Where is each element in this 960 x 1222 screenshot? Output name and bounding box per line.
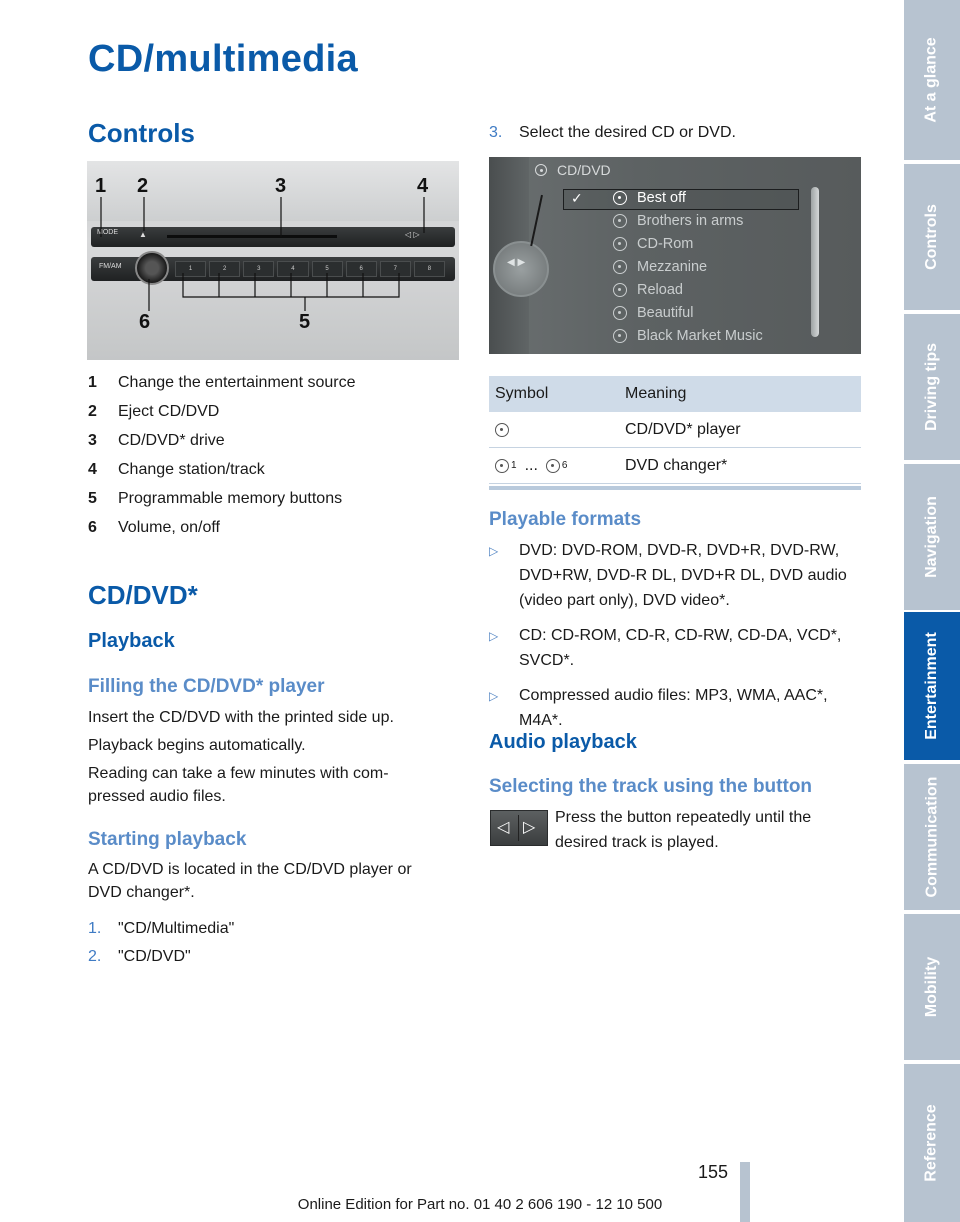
callout-1: 1 [95,175,107,197]
check-icon: ✓ [571,190,583,206]
symbol-table [489,376,861,490]
table-header-meaning: Meaning [625,385,687,402]
legend-item: 1 Change the entertainment source [88,374,356,391]
page-title: CD/multimedia [88,38,358,80]
cd-item-icon [613,329,627,343]
prev-track-icon: ◁ [497,819,510,836]
eject-icon: ▲ [139,230,147,239]
legend-item: 4 Change station/track [88,461,265,478]
cd-changer-first-icon [495,459,509,473]
list-item: ▷ CD: CD-ROM, CD-R, CD-RW, CD-DA, VCD*, SVCD*. [489,623,861,673]
callout-5: 5 [299,311,311,333]
page-number: 155 [698,1162,729,1182]
audio-heading: Audio playback [489,731,637,753]
playback-heading: Playback [88,630,175,652]
legend-item: 2 Eject CD/DVD [88,403,220,420]
filling-text-3b: pressed audio files. [88,788,226,805]
cd-item-icon [613,214,627,228]
screen-list-item: Best off [613,190,686,206]
callout-3: 3 [275,175,287,197]
filling-heading: Filling the CD/DVD* player [88,676,325,697]
next-track-icon: ▷ [523,819,536,836]
screen-list-item: CD-Rom [613,236,693,252]
screen-list-item: Brothers in arms [613,213,743,229]
screen-list-item: Black Market Music [613,328,763,344]
tab-entertainment[interactable]: Entertainment [904,612,960,760]
preset-button: 7 [380,261,411,277]
track-arrows-icon: ◁ ▷ [405,230,420,239]
table-row: CD/DVD* player [489,412,861,448]
page-number-bar [740,1162,750,1222]
cd-player-icon [495,423,509,437]
tab-reference[interactable]: Reference [904,1064,960,1222]
controls-panel-figure [87,161,459,360]
preset-button: 5 [312,261,343,277]
step-3: 3. Select the desired CD or DVD. [489,124,736,141]
screen-scrollbar [811,187,819,337]
cd-changer-last-icon [546,459,560,473]
starting-text-1: A CD/DVD is located in the CD/DVD player or [88,861,412,878]
preset-button: 2 [209,261,240,277]
track-select-text: Press the button repeatedly until the desired track is played. [555,809,812,851]
filling-text-2: Playback begins automatically. [88,737,306,754]
controls-legend [88,368,355,542]
starting-heading: Starting playback [88,829,247,850]
screen-list-item: Mezzanine [613,259,707,275]
cd-item-icon [613,306,627,320]
callout-leader-lines [87,161,459,360]
knob-arrows-icon: ◀ ▶ [507,257,526,268]
callout-4: 4 [417,175,429,197]
bullet-triangle-icon: ▷ [489,689,499,703]
bullet-triangle-icon: ▷ [489,544,499,558]
legend-item: 5 Programmable memory buttons [88,490,343,507]
filling-text-1: Insert the CD/DVD with the printed side up. [88,709,394,726]
tab-communication[interactable]: Communication [904,764,960,910]
table-header-symbol: Symbol [495,385,549,402]
tab-at-a-glance[interactable]: At a glance [904,0,960,160]
callout-2: 2 [137,175,149,197]
legend-item: 3 CD/DVD* drive [88,432,225,449]
callout-6: 6 [139,311,151,333]
cd-header-icon [535,164,547,176]
mode-button-label: MODE [97,229,118,236]
cd-item-icon [613,260,627,274]
preset-button: 1 [175,261,206,277]
step-1: 1. "CD/Multimedia" [88,920,235,937]
cd-item-icon [613,237,627,251]
tab-mobility[interactable]: Mobility [904,914,960,1060]
list-item: ▷ Compressed audio files: MP3, WMA, AAC*, M4A*. [489,683,861,733]
bullet-triangle-icon: ▷ [489,629,499,643]
legend-item: 6 Volume, on/off [88,519,220,536]
controller-knob-icon [493,241,549,297]
controls-heading: Controls [88,118,195,148]
preset-button: 4 [277,261,308,277]
track-select-heading: Selecting the track using the button [489,776,813,797]
track-buttons-image [490,810,548,846]
step-2: 2. "CD/DVD" [88,948,191,965]
footer: Online Edition for Part no. 01 40 2 606 190 - 12 10 500 [297,1196,663,1213]
preset-button: 6 [346,261,377,277]
cd-item-icon [613,191,627,205]
tab-driving-tips[interactable]: Driving tips [904,314,960,460]
preset-button: 8 [414,261,445,277]
table-row: 1 ... 6 DVD changer* [489,448,861,484]
fmam-button-label: FM/AM [99,263,122,270]
formats-list [489,538,861,743]
screen-list-item: Reload [613,282,683,298]
cddvd-heading: CD/DVD* [88,580,198,610]
tab-navigation[interactable]: Navigation [904,464,960,610]
list-item: ▷ DVD: DVD-ROM, DVD-R, DVD+R, DVD-RW, DVD+RW, DVD-R DL, DVD+R DL, DVD audio (video part only), DVD video*. [489,538,861,613]
starting-text-1b: DVD changer*. [88,884,195,901]
cd-item-icon [613,283,627,297]
filling-text-3: Reading can take a few minutes with com- [88,765,389,782]
screen-list-item: Beautiful [613,305,693,321]
screen-header: CD/DVD [535,162,611,178]
preset-button: 3 [243,261,274,277]
cd-dvd-screen-figure [489,157,861,354]
formats-heading: Playable formats [489,509,642,530]
tab-controls[interactable]: Controls [904,164,960,310]
